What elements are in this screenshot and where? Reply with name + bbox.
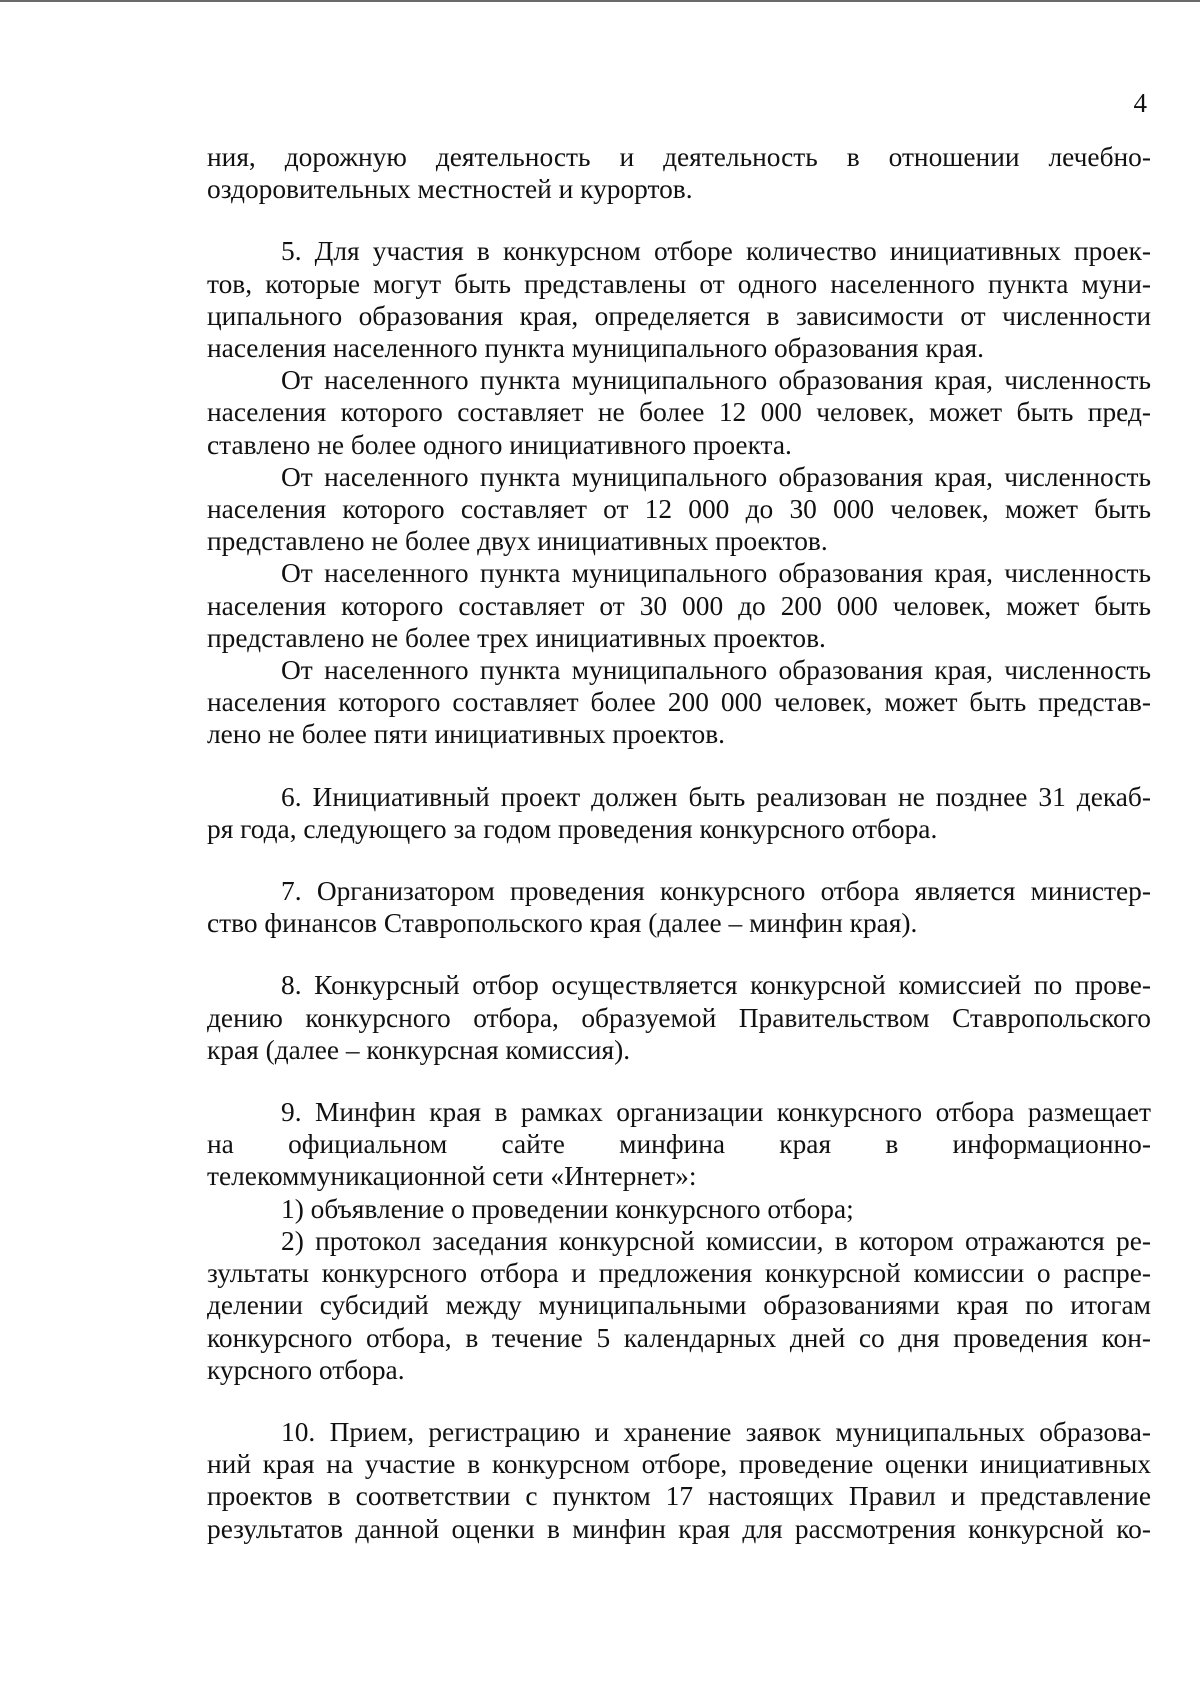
- text-line: населения которого составляет от 30 000 до 200 000 человек, может быть: [207, 590, 1151, 621]
- text-line: курсного отбора.: [207, 1354, 405, 1385]
- page-top-edge-line: [0, 0, 1200, 2]
- text-line: ря года, следующего за годом проведения конкурсного отбора.: [207, 813, 938, 844]
- text-line: населения которого составляет не более 12 000 человек, может быть пред-: [207, 397, 1151, 428]
- text-line: края (далее – конкурсная комиссия).: [207, 1034, 631, 1065]
- paragraph-5b: [207, 461, 1151, 558]
- paragraph-10: [207, 1416, 1151, 1545]
- paragraph-continuation: [207, 141, 1151, 205]
- text-line: зультаты конкурсного отбора и предложения конкурсной комиссии о распре-: [207, 1258, 1151, 1289]
- text-line: населения которого составляет более 200 000 человек, может быть представ-: [207, 687, 1151, 718]
- text-line: населения которого составляет от 12 000 до 30 000 человек, может быть: [207, 494, 1151, 525]
- page-number: 4: [1133, 88, 1147, 118]
- text-line: От населенного пункта муниципального образования края, численность: [281, 365, 1151, 396]
- text-line: дению конкурсного отбора, образуемой Правительством Ставропольского: [207, 1002, 1151, 1033]
- text-line: От населенного пункта муниципального образования края, численность: [281, 461, 1151, 492]
- text-line: ния, дорожную деятельность и деятельность в отношении лечебно-: [207, 142, 1151, 172]
- text-line: ство финансов Ставропольского края (далее – минфин края).: [207, 908, 918, 939]
- document-body: [207, 141, 1151, 1545]
- paragraph-9: [207, 1096, 1151, 1193]
- paragraph-7: [207, 875, 1151, 939]
- text-line: 5. Для участия в конкурсном отборе количество инициативных проек-: [281, 236, 1151, 267]
- text-line: ципального образования края, определяется в зависимости от численности: [207, 300, 1151, 331]
- text-line: лено не более пяти инициативных проектов.: [207, 719, 726, 750]
- text-line: оздоровительных местностей и курортов.: [207, 174, 693, 205]
- text-line: телекоммуникационной сети «Интернет»:: [207, 1161, 697, 1192]
- text-line: 1) объявление о проведении конкурсного отбора;: [281, 1193, 854, 1224]
- text-line: От населенного пункта муниципального образования края, численность: [281, 558, 1151, 589]
- paragraph-6: [207, 781, 1151, 845]
- paragraph-9-item-1: [207, 1193, 1151, 1225]
- text-line: 10. Прием, регистрацию и хранение заявок муниципальных образова-: [281, 1416, 1151, 1447]
- text-line: результатов данной оценки в минфин края для рассмотрения конкурсной ко-: [207, 1513, 1151, 1544]
- text-line: 6. Инициативный проект должен быть реализован не позднее 31 декаб-: [281, 781, 1151, 812]
- text-line: От населенного пункта муниципального образования края, численность: [281, 655, 1151, 686]
- text-line: 8. Конкурсный отбор осуществляется конкурсной комиссией по прове-: [281, 970, 1151, 1001]
- paragraph-9-item-2: [207, 1225, 1151, 1386]
- text-line: 7. Организатором проведения конкурсного отбора является министер-: [281, 876, 1151, 907]
- text-line: 9. Минфин края в рамках организации конкурсного отбора размещает: [281, 1097, 1151, 1128]
- text-line: тов, которые могут быть представлены от одного населенного пункта муни-: [207, 268, 1151, 299]
- text-line: 2) протокол заседания конкурсной комиссии, в котором отражаются ре-: [281, 1225, 1151, 1256]
- paragraph-5c: [207, 557, 1151, 654]
- text-line: населения населенного пункта муниципального образования края.: [207, 333, 984, 364]
- paragraph-8: [207, 969, 1151, 1066]
- text-line: представлено не более двух инициативных проектов.: [207, 526, 828, 557]
- paragraph-5: [207, 235, 1151, 364]
- paragraph-5d: [207, 654, 1151, 751]
- paragraph-5a: [207, 364, 1151, 461]
- text-line: ставлено не более одного инициативного проекта.: [207, 429, 792, 460]
- text-line: конкурсного отбора, в течение 5 календарных дней со дня проведения кон-: [207, 1322, 1151, 1353]
- text-line: на официальном сайте минфина края в информационно-: [207, 1129, 1151, 1160]
- text-line: делении субсидий между муниципальными образованиями края по итогам: [207, 1290, 1151, 1321]
- text-line: ний края на участие в конкурсном отборе, проведение оценки инициативных: [207, 1449, 1151, 1480]
- text-line: представлено не более трех инициативных проектов.: [207, 622, 826, 653]
- text-line: проектов в соответствии с пунктом 17 настоящих Правил и представление: [207, 1481, 1151, 1512]
